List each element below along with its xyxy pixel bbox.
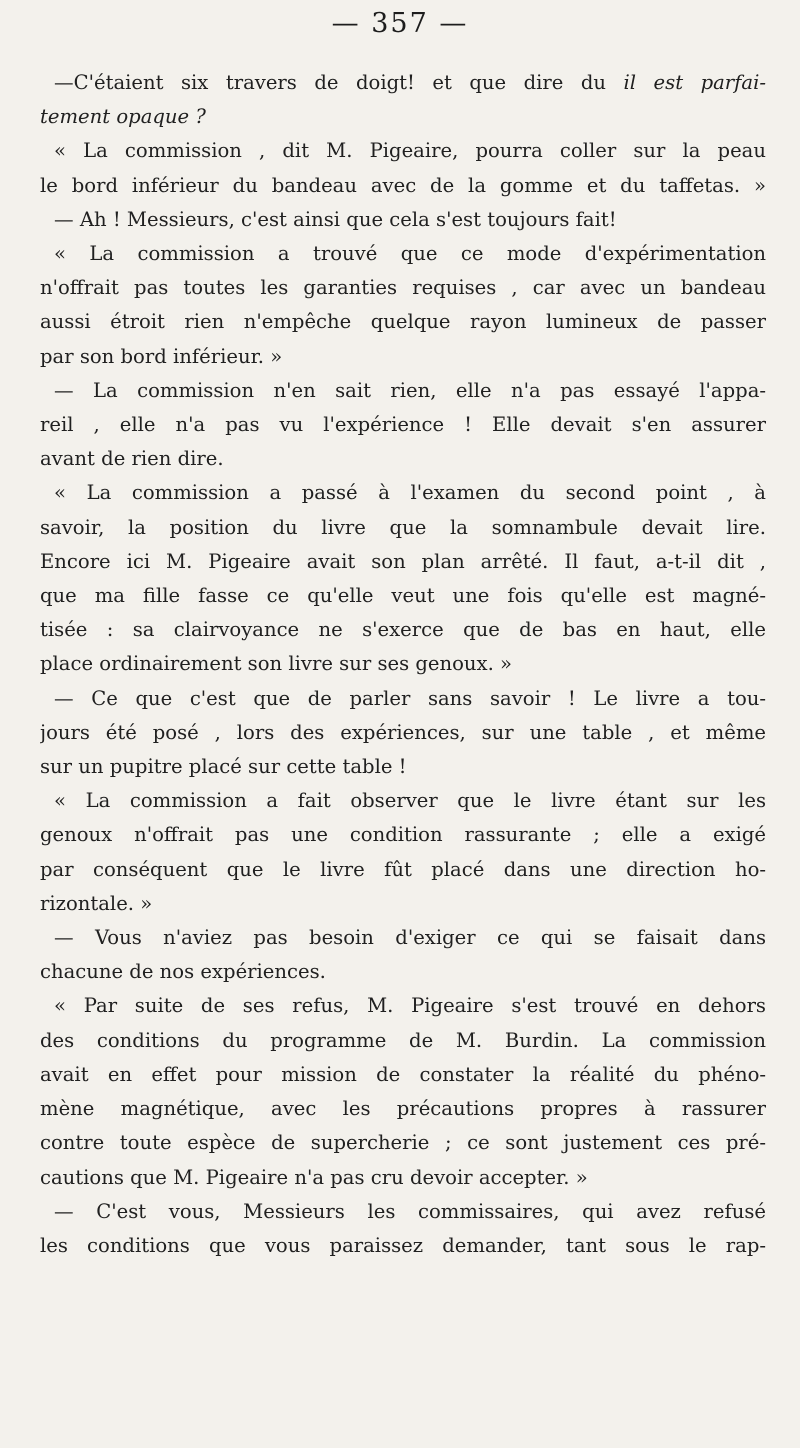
text-line-content: rizontale. »: [40, 891, 153, 915]
text-line: [40, 784, 766, 818]
text-line-content: — Ce que c'est que de parler sans savoir ! Le livre a tou-: [54, 686, 766, 710]
text-line-content: par son bord inférieur. »: [40, 344, 283, 368]
text-line: [40, 682, 766, 716]
text-line-content: place ordinairement son livre sur ses genoux. »: [40, 652, 513, 676]
text-line-content: les conditions que vous paraissez demander, tant sous le rap-: [40, 1233, 766, 1257]
page-body-text: [40, 66, 766, 1263]
text-line: [40, 1126, 766, 1160]
text-line: [40, 169, 766, 203]
text-line: [40, 818, 766, 852]
text-line: [40, 1092, 766, 1126]
text-line: [40, 511, 766, 545]
text-line-content: jours été posé , lors des expériences, sur une table , et même: [40, 720, 766, 744]
text-line: [40, 647, 766, 681]
text-line-content: n'offrait pas toutes les garanties requises , car avec un bandeau: [40, 276, 766, 300]
text-line-content: cautions que M. Pigeaire n'a pas cru devoir accepter. »: [40, 1165, 588, 1189]
text-line: [40, 1195, 766, 1229]
text-line-content: — Vous n'aviez pas besoin d'exiger ce qui se faisait dans: [54, 926, 766, 950]
text-line-content: reil , elle n'a pas vu l'expérience ! Elle devait s'en assurer: [40, 413, 766, 437]
text-line: [40, 1229, 766, 1263]
text-line: [40, 1058, 766, 1092]
text-line-content: le bord inférieur du bandeau avec de la gomme et du taffetas. »: [40, 173, 766, 197]
text-line-content: « La commission a fait observer que le livre étant sur les: [54, 789, 766, 813]
text-line-content: « La commission , dit M. Pigeaire, pourra coller sur la peau: [54, 139, 766, 163]
italic-phrase: tement opaque ?: [40, 105, 206, 129]
text-line: [40, 853, 766, 887]
italic-phrase: il est parfai-: [623, 71, 766, 94]
text-line-content: « La commission a passé à l'examen du second point , à: [54, 481, 766, 505]
text-line: [40, 921, 766, 955]
text-line: [40, 989, 766, 1023]
text-line-content: —C'étaient six travers de doigt! et que dire du: [54, 71, 624, 94]
text-line: [40, 1161, 766, 1195]
text-line: [40, 203, 766, 237]
page-number: — 357 —: [331, 8, 469, 39]
text-line: [40, 66, 766, 100]
text-line-content: par conséquent que le livre fût placé dans une direction ho-: [40, 857, 766, 881]
text-line: [40, 545, 766, 579]
text-line-content: contre toute espèce de supercherie ; ce sont justement ces pré-: [40, 1131, 766, 1155]
text-line-content: — La commission n'en sait rien, elle n'a pas essayé l'appa-: [54, 378, 766, 402]
text-line-content: savoir, la position du livre que la somnambule devait lire.: [40, 515, 766, 539]
text-line: [40, 955, 766, 989]
text-line: [40, 305, 766, 339]
text-line: [40, 579, 766, 613]
text-line: [40, 613, 766, 647]
text-line-content: aussi étroit rien n'empêche quelque rayon lumineux de passer: [40, 310, 766, 334]
text-line: [40, 237, 766, 271]
text-line: [40, 134, 766, 168]
text-line-content: avait en effet pour mission de constater la réalité du phéno-: [40, 1062, 766, 1086]
text-line-content: genoux n'offrait pas une condition rassurante ; elle a exigé: [40, 823, 766, 847]
text-line-content: que ma fille fasse ce qu'elle veut une fois qu'elle est magné-: [40, 584, 766, 608]
text-line-content: « Par suite de ses refus, M. Pigeaire s'est trouvé en dehors: [54, 994, 766, 1018]
text-line: [40, 716, 766, 750]
text-line-content: sur un pupitre placé sur cette table !: [40, 755, 407, 779]
text-line-content: — Ah ! Messieurs, c'est ainsi que cela s'est toujours fait!: [54, 207, 617, 231]
text-line-content: des conditions du programme de M. Burdin. La commission: [40, 1028, 766, 1052]
text-line: [40, 750, 766, 784]
text-line: [40, 340, 766, 374]
text-line: [40, 887, 766, 921]
text-line-content: tisée : sa clairvoyance ne s'exerce que de bas en haut, elle: [40, 618, 766, 642]
text-line-content: avant de rien dire.: [40, 447, 224, 471]
text-line-content: « La commission a trouvé que ce mode d'expérimentation: [54, 242, 766, 266]
text-line-content: mène magnétique, avec les précautions propres à rassurer: [40, 1097, 766, 1121]
text-line: [40, 100, 766, 134]
text-line: [40, 1024, 766, 1058]
text-line: [40, 408, 766, 442]
text-line-content: Encore ici M. Pigeaire avait son plan arrêté. Il faut, a-t-il dit ,: [40, 549, 766, 573]
text-line-content: chacune de nos expériences.: [40, 960, 326, 984]
text-line: [40, 476, 766, 510]
text-line-content: — C'est vous, Messieurs les commissaires, qui avez refusé: [54, 1199, 766, 1223]
text-line: [40, 374, 766, 408]
text-line: [40, 271, 766, 305]
text-line: [40, 442, 766, 476]
